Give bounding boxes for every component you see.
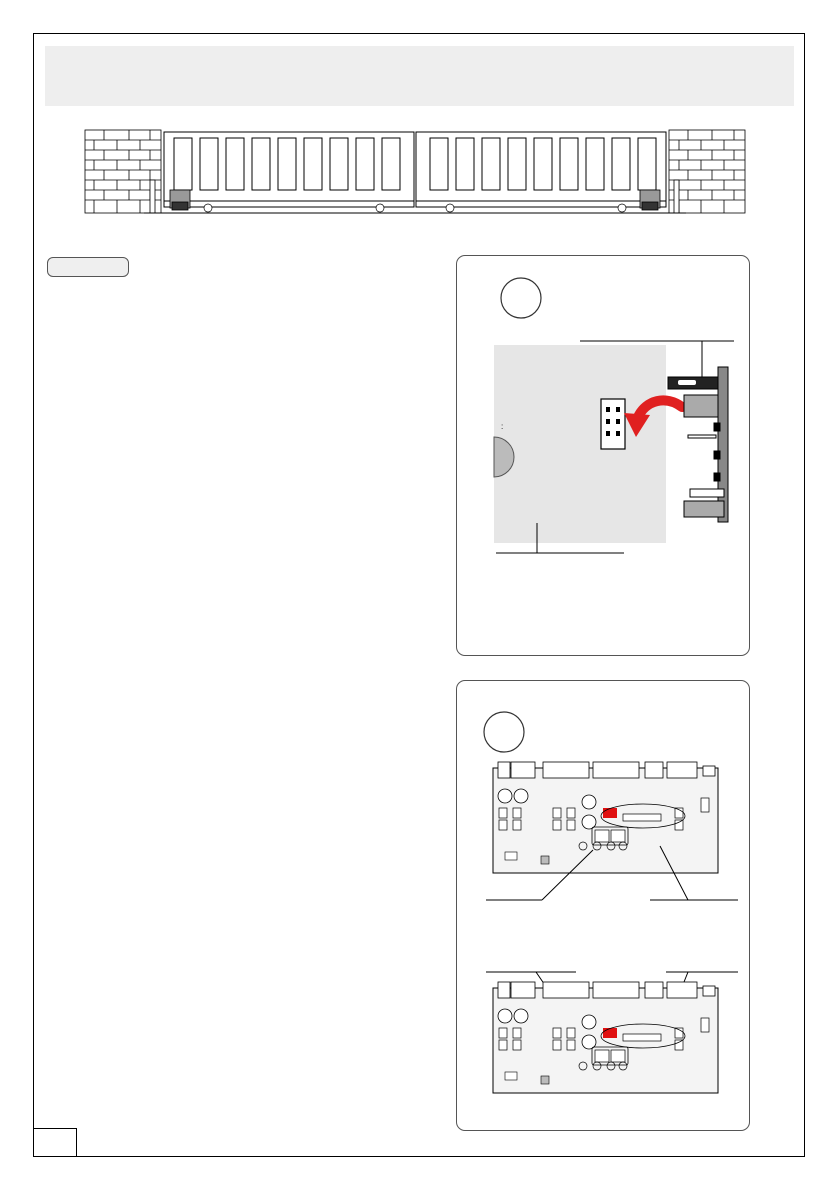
right-brick-wall (669, 130, 745, 213)
page-number-box (33, 1128, 77, 1157)
sliding-gate-illustration (84, 128, 746, 218)
left-gate-leaf (164, 132, 414, 207)
figure-1-drawing (456, 255, 750, 656)
motor-unit (668, 367, 728, 522)
figure-1-badge (501, 278, 541, 318)
connector-panel (494, 345, 666, 543)
connector-icon (601, 399, 625, 449)
control-board-bottom (493, 982, 718, 1093)
figure-2-drawing (456, 680, 750, 1131)
svg-text::: : (501, 422, 504, 431)
right-gate-motor (640, 190, 660, 210)
right-gate-leaf (416, 132, 666, 207)
left-gate-motor (170, 190, 190, 210)
control-board-top (493, 762, 718, 873)
header-band (45, 46, 794, 106)
section-pill (47, 257, 129, 277)
figure-2-badge (484, 712, 524, 752)
